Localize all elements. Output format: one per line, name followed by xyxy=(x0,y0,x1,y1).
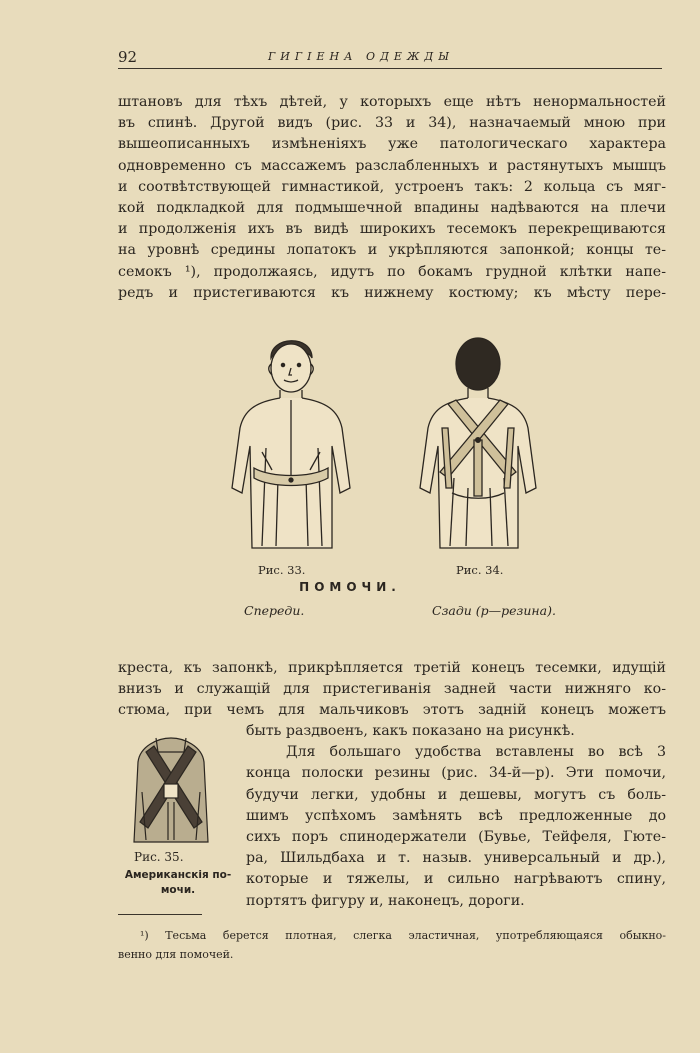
figure-35-caption xyxy=(118,868,238,898)
text-line: въ спинѣ. Другой видъ (рис. 33 и 34), назначаемый мною при xyxy=(118,115,666,132)
text-line: стюма, при чемъ для мальчиковъ этотъ задній конецъ можетъ xyxy=(118,702,666,719)
text-line: редъ и пристегиваются къ нижнему костюму; къ мѣсту пере- xyxy=(118,284,666,301)
figure-33-front-illustration xyxy=(226,328,356,556)
figure-title: ПОМОЧИ. xyxy=(299,580,401,594)
page-number: 92 xyxy=(118,48,138,66)
text-line: и продолженія ихъ въ видѣ широкихъ тесемокъ перекрещиваются xyxy=(118,221,666,238)
figure-34-caption: Сзади (р—резина). xyxy=(432,603,556,618)
text-line: сихъ поръ спинодержатели (Бувье, Тейфеля, Гюте- xyxy=(246,829,666,846)
footnote-rule xyxy=(118,914,202,915)
text-line: быть раздвоенъ, какъ показано на рисункѣ. xyxy=(246,723,575,739)
text-line: одновременно съ массажемъ разслабленныхъ и растянутыхъ мышцъ xyxy=(118,157,666,174)
text-line: шимъ успѣхомъ замѣнять всѣ предложенные до xyxy=(246,807,666,824)
text-line: конца полоски резины (рис. 34-й—р). Эти помочи, xyxy=(246,765,666,782)
figure-35-label: Рис. 35. xyxy=(134,850,184,864)
footnote xyxy=(118,926,666,964)
text-line: на уровнѣ средины лопатокъ и укрѣпляются запонкой; концы те- xyxy=(118,242,666,259)
figure-33-caption: Спереди. xyxy=(244,603,305,618)
figure-33-label: Рис. 33. xyxy=(258,563,306,577)
text-line: внизъ и служащій для пристегиванія задней части нижняго ко- xyxy=(118,681,666,698)
footnote-line: ¹) Тесьма берется плотная, слегка эластичная, употребляющаяся обыкно- xyxy=(140,929,666,942)
figure-34-label: Рис. 34. xyxy=(456,563,504,577)
text-line: вышеописанныхъ измѣненіяхъ уже патологическаго характера xyxy=(118,136,666,153)
paragraph-2-narrow xyxy=(246,721,666,912)
page-header xyxy=(118,46,662,69)
text-line: штановъ для тѣхъ дѣтей, у которыхъ еще нѣтъ ненормальностей xyxy=(118,94,666,110)
paragraph-2 xyxy=(118,658,666,722)
text-line: ра, Шильдбаха и т. назыв. универсальный и др.), xyxy=(246,850,666,867)
text-line: семокъ ¹), продолжаясь, идутъ по бокамъ грудной клѣтки напе- xyxy=(118,263,666,280)
text-line: будучи легки, удобны и дешевы, могутъ съ боль- xyxy=(246,786,666,803)
text-line: которые и тяжелы, и сильно нагрѣваютъ спину, xyxy=(246,871,666,888)
text-line: портятъ фигуру и, наконецъ, дороги. xyxy=(246,892,525,909)
figure-35-caption-line: мочи. xyxy=(160,884,196,896)
text-line: креста, къ запонкѣ, прикрѣпляется третій конецъ тесемки, идущій xyxy=(118,660,666,676)
figure-34-back-illustration xyxy=(412,328,544,556)
running-title: ГИГІЕНА ОДЕЖДЫ xyxy=(268,50,455,63)
text-line: Для большаго удобства вставлены во всѣ 3 xyxy=(286,744,666,761)
footnote-line: венно для помочей. xyxy=(118,948,234,961)
figure-35-caption-line: Американскія по- xyxy=(124,869,232,881)
figure-35-illustration xyxy=(128,732,214,844)
text-line: и соотвѣтствующей гимнастикой, устроенъ такъ: 2 кольца съ мяг- xyxy=(118,178,666,195)
text-line: кой подкладкой для подмышечной впадины надѣваются на плечи xyxy=(118,200,666,217)
paragraph-1 xyxy=(118,92,666,304)
